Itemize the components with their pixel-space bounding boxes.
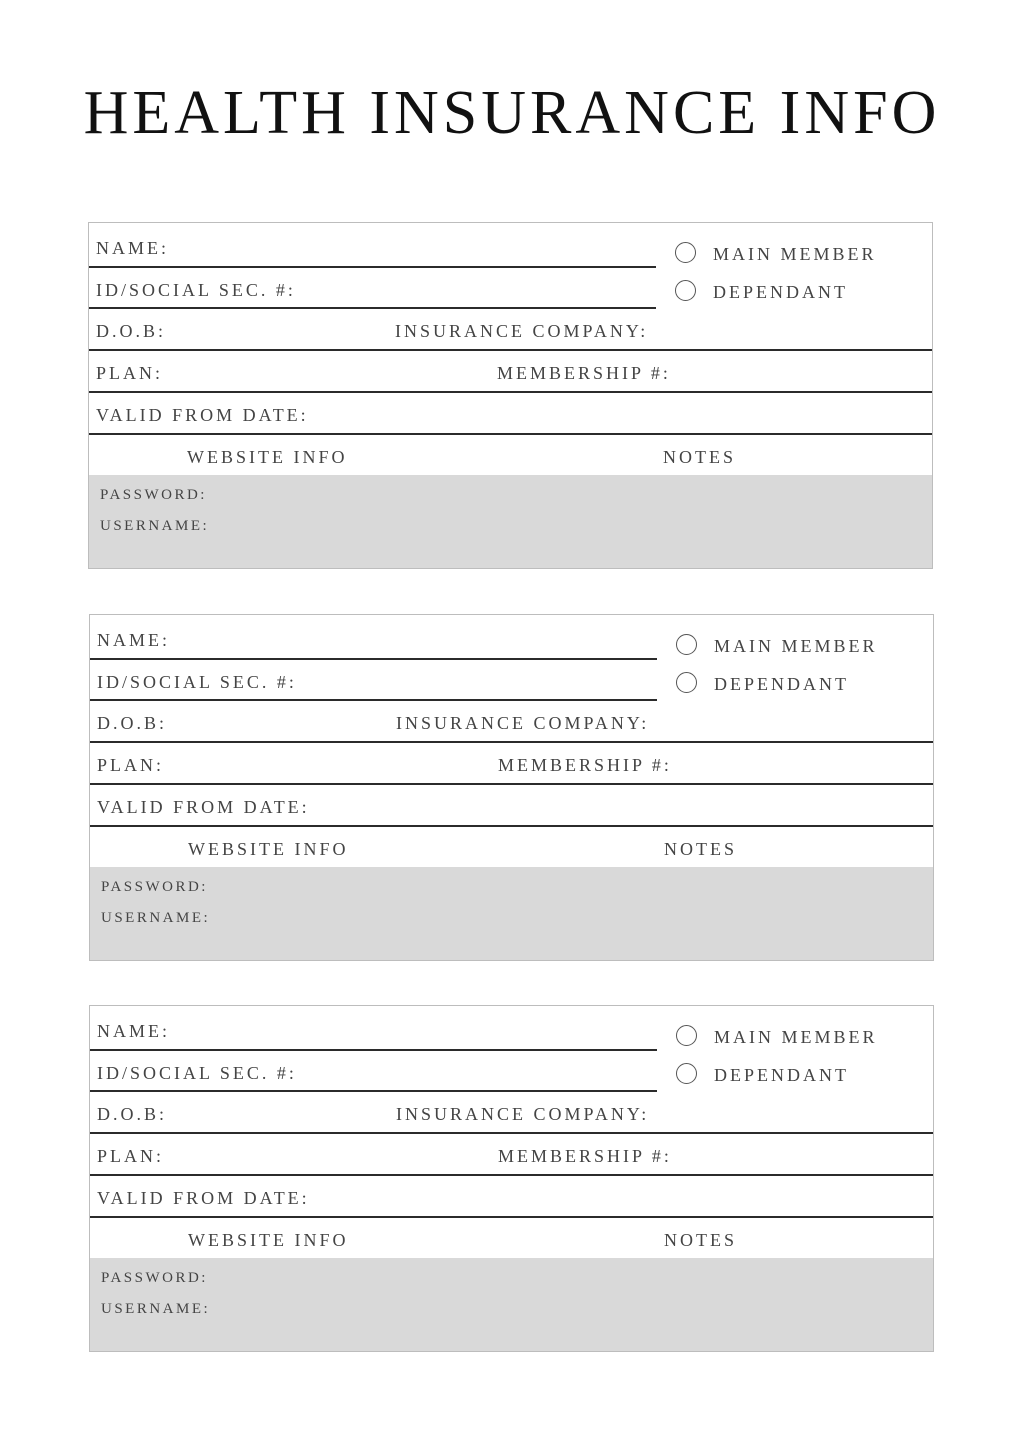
website-info-heading: WEBSITE INFO <box>187 447 348 467</box>
name-label: NAME: <box>96 238 169 258</box>
main-member-radio[interactable] <box>675 242 696 263</box>
id-field-line[interactable] <box>90 699 657 701</box>
membership-label: MEMBERSHIP #: <box>498 755 672 775</box>
dependant-label: DEPENDANT <box>714 674 849 694</box>
insurance-card-1 <box>88 222 933 569</box>
plan-field-line[interactable] <box>89 391 932 393</box>
dependant-radio[interactable] <box>676 1063 697 1084</box>
name-label: NAME: <box>97 1021 170 1041</box>
main-member-radio[interactable] <box>676 1025 697 1046</box>
valid-from-field-line[interactable] <box>89 433 932 435</box>
valid-from-field-line[interactable] <box>90 1216 933 1218</box>
name-field-line[interactable] <box>90 1049 657 1051</box>
id-label: ID/SOCIAL SEC. #: <box>96 280 296 300</box>
main-member-label: MAIN MEMBER <box>713 244 877 264</box>
plan-label: PLAN: <box>97 755 165 775</box>
plan-field-line[interactable] <box>90 1174 933 1176</box>
plan-label: PLAN: <box>96 363 164 383</box>
id-field-line[interactable] <box>90 1090 657 1092</box>
dob-field-line[interactable] <box>90 1132 933 1134</box>
id-label: ID/SOCIAL SEC. #: <box>97 672 297 692</box>
dependant-label: DEPENDANT <box>713 282 848 302</box>
valid-from-field-line[interactable] <box>90 825 933 827</box>
notes-heading: NOTES <box>664 1230 737 1250</box>
password-label: PASSWORD: <box>101 1270 208 1286</box>
membership-label: MEMBERSHIP #: <box>498 1146 672 1166</box>
dob-field-line[interactable] <box>90 741 933 743</box>
website-info-heading: WEBSITE INFO <box>188 1230 349 1250</box>
username-label: USERNAME: <box>101 910 211 926</box>
username-label: USERNAME: <box>100 518 210 534</box>
dependant-radio[interactable] <box>676 672 697 693</box>
name-field-line[interactable] <box>89 266 656 268</box>
plan-label: PLAN: <box>97 1146 165 1166</box>
dob-label: D.O.B: <box>97 1104 168 1124</box>
website-info-panel[interactable] <box>90 867 933 960</box>
page-title: HEALTH INSURANCE INFO <box>83 79 941 147</box>
insurance-company-label: INSURANCE COMPANY: <box>396 1104 650 1124</box>
insurance-card-3 <box>89 1005 934 1352</box>
dob-label: D.O.B: <box>96 321 167 341</box>
insurance-company-label: INSURANCE COMPANY: <box>396 713 650 733</box>
password-label: PASSWORD: <box>101 879 208 895</box>
notes-heading: NOTES <box>663 447 736 467</box>
password-label: PASSWORD: <box>100 487 207 503</box>
valid-from-label: VALID FROM DATE: <box>96 405 309 425</box>
valid-from-label: VALID FROM DATE: <box>97 1188 310 1208</box>
dob-label: D.O.B: <box>97 713 168 733</box>
membership-label: MEMBERSHIP #: <box>497 363 671 383</box>
website-info-panel[interactable] <box>90 1258 933 1351</box>
main-member-label: MAIN MEMBER <box>714 1027 878 1047</box>
website-info-panel[interactable] <box>89 475 932 568</box>
main-member-radio[interactable] <box>676 634 697 655</box>
username-label: USERNAME: <box>101 1301 211 1317</box>
dependant-label: DEPENDANT <box>714 1065 849 1085</box>
main-member-label: MAIN MEMBER <box>714 636 878 656</box>
plan-field-line[interactable] <box>90 783 933 785</box>
valid-from-label: VALID FROM DATE: <box>97 797 310 817</box>
dependant-radio[interactable] <box>675 280 696 301</box>
insurance-company-label: INSURANCE COMPANY: <box>395 321 649 341</box>
dob-field-line[interactable] <box>89 349 932 351</box>
website-info-heading: WEBSITE INFO <box>188 839 349 859</box>
name-label: NAME: <box>97 630 170 650</box>
id-field-line[interactable] <box>89 307 656 309</box>
name-field-line[interactable] <box>90 658 657 660</box>
insurance-card-2 <box>89 614 934 961</box>
id-label: ID/SOCIAL SEC. #: <box>97 1063 297 1083</box>
notes-heading: NOTES <box>664 839 737 859</box>
